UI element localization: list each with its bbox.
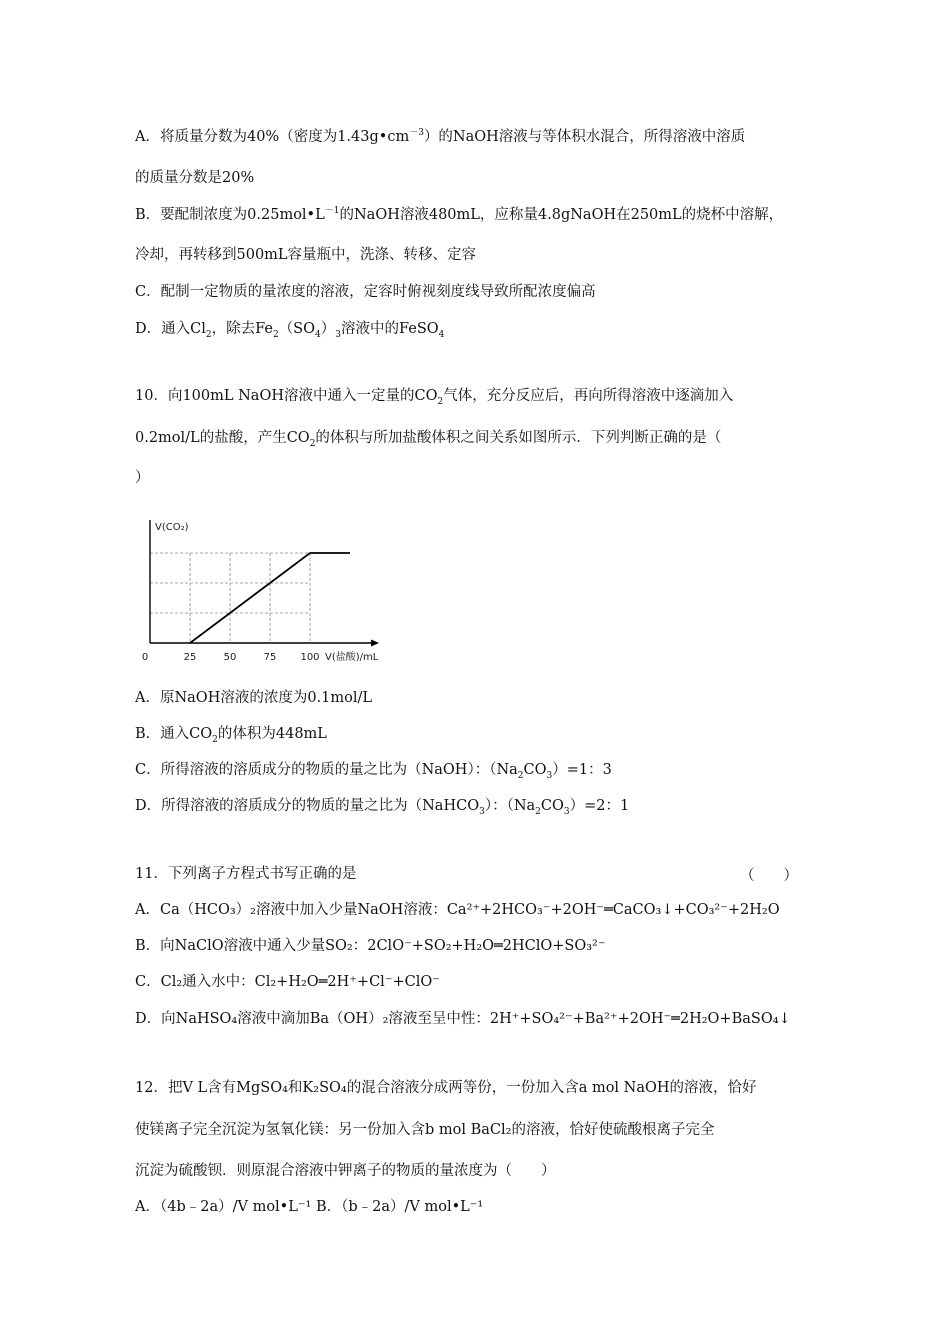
q11-answer-bracket: （ ） [740,868,798,884]
q12-options-ab: A．（4b﹣2a）/V mol•L⁻¹ B．（b﹣2a）/V mol•L⁻¹ [135,1199,484,1215]
chart-grid [150,553,310,643]
q11-option-c: C．Cl₂通入水中：Cl₂+H₂O═2H⁺+Cl⁻+ClO⁻ [135,974,440,990]
x-tick-label-1: 25 [183,652,197,663]
q12-stem-line2: 使镁离子完全沉淀为氢氧化镁：另一份加入含b mol BaCl₂的溶液，恰好使硫酸根离子完全 [135,1122,715,1138]
q10-option-d: D．所得溶液的溶质成分的物质的量之比为（NaHCO$_3$）：$(Na_2CO_3)=2$：1 [135,798,630,817]
q9-option-b-line2: 冷却，再转移到500mL容量瓶中，洗涤、转移、定容 [135,247,477,263]
q10-option-c: C．所得溶液的溶质成分的物质的量之比为（NaOH）：$(Na_2CO_3)=1$：3 [135,762,612,781]
q10-option-a: A．原NaOH溶液的浓度为0.1mol/L [135,690,373,706]
chart-axes [150,520,379,647]
x-tick-label-0: 0 [141,652,149,663]
q12-stem-line1: 12．把V L含有MgSO₄和K₂SO₄的混合溶液分成两等份，一份加入含a mol NaOH的溶液，恰好 [135,1080,757,1096]
x-axis-label: V(盐酸)/mL [325,652,379,663]
q12-stem-line3: 沉淀为硫酸钡．则原混合溶液中钾离子的物质的量浓度为（ ） [135,1163,556,1179]
q10-stem-line2: 0.2mol/L的盐酸，产生$CO_2$的体积与所加盐酸体积之间关系如图所示．下列判断正确的是（ [135,430,722,449]
x-axis-arrow [371,640,379,647]
q9-option-d: D．通入$Cl_2$，除去$Fe_2(SO_4)_3$溶液中的FeSO$_4$ [135,321,445,340]
q11-stem: 11．下列离子方程式书写正确的是 [135,866,357,882]
q10-option-b: B．通入$CO_2$的体积为448mL [135,726,327,745]
q10-stem-line1: 10．向100mL NaOH溶液中通入一定量的$CO_2$气体，充分反应后，再向所得溶液中逐滴加入 [135,388,734,407]
q9-option-c: C．配制一定物质的量浓度的溶液，定容时俯视刻度线导致所配浓度偏高 [135,284,596,300]
y-axis-label: V(CO₂) [155,522,189,533]
chart-tick-labels [142,652,320,663]
q9-option-b-line1: B．要配制浓度为$0.25mol•L^{-1}$的NaOH溶液480mL，应称量4.8gNaOH在250mL的烧杯中溶解， [135,206,784,223]
q9-option-a-line2: 的质量分数是20% [135,170,255,186]
x-tick-label-3: 75 [263,652,277,663]
q11-option-b: B．向NaClO溶液中通入少量SO₂：2ClO⁻+SO₂+H₂O═2HClO+SO₃²⁻ [135,938,606,954]
q9-option-a-line1: A．将质量分数为40%（密度为$1.43g•cm^{-3}$）的NaOH溶液与等体积水混合，所得溶液中溶质 [135,128,746,145]
q11-option-d: D．向NaHSO₄溶液中滴加Ba（OH）₂溶液至呈中性：2H⁺+SO₄²⁻+Ba²⁺+2OH⁻═2H₂O+BaSO₄↓ [135,1011,791,1027]
x-tick-label-2: 50 [223,652,237,663]
x-tick-label-4: 100 [300,652,320,663]
q11-option-a: A．Ca（HCO₃）₂溶液中加入少量NaOH溶液：Ca²⁺+2HCO₃⁻+2OH⁻═CaCO₃↓+CO₃²⁻+2H₂O [135,902,780,918]
q10-stem-line3: ） [135,470,150,486]
co2-hcl-chart [135,510,395,670]
